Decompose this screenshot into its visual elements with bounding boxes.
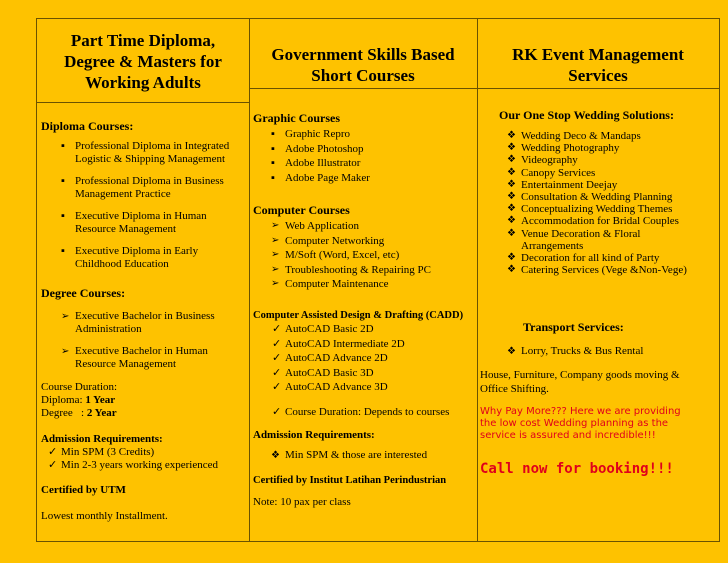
list-item: ✓ Min SPM (3 Credits) bbox=[61, 446, 251, 459]
admission-heading: Admission Requirements: bbox=[253, 429, 375, 441]
cadd-course-list bbox=[285, 322, 470, 395]
admission-list bbox=[285, 449, 475, 462]
list-item: ➢ Executive Bachelor in Business Administration bbox=[75, 310, 245, 336]
list-item: ✓ AutoCAD Advance 3D bbox=[285, 380, 470, 395]
list-item: ✓ Course Duration: Depends to courses bbox=[285, 406, 475, 419]
list-item: ❖ Lorry, Trucks & Bus Rental bbox=[521, 345, 716, 358]
degree-course-list bbox=[75, 310, 245, 371]
column-diploma bbox=[37, 19, 250, 541]
events-column-title bbox=[477, 19, 719, 89]
computer-course-list bbox=[285, 219, 470, 292]
title-line: Part Time Diploma, bbox=[70, 31, 216, 50]
title-line: RK Event Management bbox=[512, 45, 684, 64]
list-item: ❖ Catering Services (Vege &Non-Vege) bbox=[521, 264, 716, 276]
list-item: ❖ Conceptualizing Wedding Themes bbox=[521, 203, 716, 215]
certified-utm: Certified by UTM bbox=[41, 484, 126, 496]
list-item: ▪ Adobe Page Maker bbox=[285, 171, 470, 186]
list-item: ❖ Wedding Deco & Mandaps bbox=[521, 130, 716, 142]
wedding-heading: Our One Stop Wedding Solutions: bbox=[499, 108, 674, 122]
list-item: ✓ AutoCAD Basic 3D bbox=[285, 366, 470, 381]
list-item: ▪ Executive Diploma in Early Childhood Education bbox=[75, 245, 245, 271]
transport-heading: Transport Services: bbox=[523, 320, 624, 334]
transport-list bbox=[521, 345, 716, 358]
list-item: ✓ AutoCAD Intermediate 2D bbox=[285, 337, 470, 352]
moving-services: House, Furniture, Company goods moving & Office Shifting. bbox=[480, 369, 680, 395]
title-line: Government Skills Based bbox=[271, 45, 455, 64]
list-item: ❖ Videography bbox=[521, 154, 716, 166]
title-line: Working Adults bbox=[85, 73, 201, 92]
graphic-course-list bbox=[285, 127, 470, 185]
list-item: ▪ Graphic Repro bbox=[285, 127, 470, 142]
list-item: ❖ Decoration for all kind of Party bbox=[521, 252, 716, 264]
class-size-note: Note: 10 pax per class bbox=[253, 496, 351, 508]
certified-ilp: Certified by Institut Latihan Perindustrian bbox=[253, 475, 447, 486]
course-duration bbox=[41, 381, 117, 420]
list-item: ❖ Min SPM & those are interested bbox=[285, 449, 475, 462]
list-item: ❖ Wedding Photography bbox=[521, 142, 716, 154]
list-item: ➢ Computer Networking bbox=[285, 234, 470, 249]
diploma-courses-heading: Diploma Courses: bbox=[41, 119, 134, 133]
degree-duration: Degree : 2 Year bbox=[41, 407, 117, 419]
list-item: ▪ Executive Diploma in Human Resource Management bbox=[75, 210, 245, 236]
wedding-service-list bbox=[521, 130, 716, 276]
why-pay-more: Why Pay More??? Here we are providing the low cost Wedding planning as the service is assured and incredible!!! bbox=[480, 406, 681, 441]
list-item: ✓ Min 2-3 years working experienced bbox=[61, 459, 251, 472]
list-item: ❖ Venue Decoration & Floral Arrangements bbox=[521, 228, 716, 252]
list-item: ✓ AutoCAD Basic 2D bbox=[285, 322, 470, 337]
call-to-action: Call now for booking!!! bbox=[480, 461, 674, 477]
list-item: ➢ Web Application bbox=[285, 219, 470, 234]
column-events bbox=[477, 19, 719, 541]
diploma-course-list bbox=[75, 140, 245, 271]
list-item: ▪ Adobe Photoshop bbox=[285, 142, 470, 157]
title-line: Services bbox=[568, 66, 628, 85]
computer-courses-heading: Computer Courses bbox=[253, 203, 350, 217]
graphic-courses-heading: Graphic Courses bbox=[253, 111, 340, 125]
brochure-frame bbox=[36, 18, 720, 542]
list-item: ❖ Consultation & Wedding Planning bbox=[521, 191, 716, 203]
admission-list bbox=[61, 446, 251, 472]
list-item: ➢ Executive Bachelor in Human Resource Management bbox=[75, 345, 245, 371]
title-line: Degree & Masters for bbox=[64, 52, 222, 71]
list-item: ▪ Professional Diploma in Integrated Logistic & Shipping Management bbox=[75, 140, 245, 166]
list-item: ✓ AutoCAD Advance 2D bbox=[285, 351, 470, 366]
cadd-duration bbox=[285, 406, 475, 419]
title-line: Short Courses bbox=[311, 66, 415, 85]
diploma-column-title bbox=[37, 19, 249, 103]
admission-heading: Admission Requirements: bbox=[41, 433, 163, 445]
diploma-duration: Diploma: 1 Year bbox=[41, 394, 116, 406]
column-skills bbox=[249, 19, 478, 541]
degree-courses-heading: Degree Courses: bbox=[41, 286, 126, 300]
list-item: ▪ Professional Diploma in Business Management Practice bbox=[75, 175, 245, 201]
list-item: ▪ Adobe Illustrator bbox=[285, 156, 470, 171]
list-item: ❖ Accommodation for Bridal Couples bbox=[521, 215, 716, 227]
list-item: ➢ Troubleshooting & Repairing PC bbox=[285, 263, 470, 278]
list-item: ➢ M/Soft (Word, Excel, etc) bbox=[285, 248, 470, 263]
list-item: ❖ Entertainment Deejay bbox=[521, 179, 716, 191]
duration-label: Course Duration: bbox=[41, 381, 118, 393]
skills-column-title bbox=[249, 19, 477, 89]
installment-note: Lowest monthly Installment. bbox=[41, 510, 168, 522]
list-item: ➢ Computer Maintenance bbox=[285, 277, 470, 292]
list-item: ❖ Canopy Services bbox=[521, 167, 716, 179]
cadd-heading: Computer Assisted Design & Drafting (CADD) bbox=[253, 310, 464, 321]
